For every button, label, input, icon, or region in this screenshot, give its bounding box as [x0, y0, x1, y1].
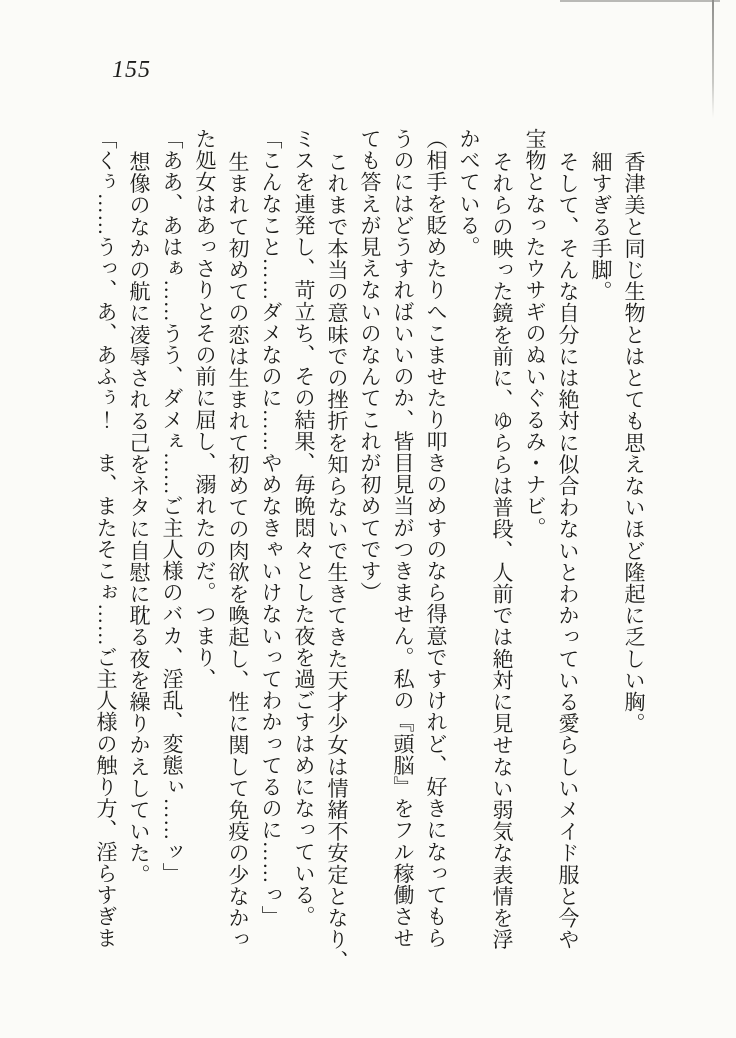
text-line: 「ああ、あはぁ……うう、ダメぇ……ご主人様のバカ、淫乱、変態ぃ……ッ」: [160, 128, 184, 884]
text-line: ても答えが見えないのなんてこれが初めてです）: [358, 128, 382, 604]
text-line: それらの映った鏡を前に、ゆららは普段、人前では絶対に見せない弱気な表情を浮: [490, 151, 514, 951]
text-line: そして、そんな自分には絶対に似合わないとわかっている愛らしいメイド服と今や: [556, 151, 580, 951]
text-line: 「こんなこと……ダメなのに……やめなきゃいけないってわかってるのに……っ」: [259, 128, 283, 928]
text-line: かべている。: [457, 128, 481, 258]
text-line: うのにはどうすればいいのか、皆目見当がつきません。私の『頭脳』をフル稼働させ: [391, 128, 415, 949]
text-line: （相手を貶めたりへこませたり叩きのめすのなら得意ですけれど、好きになってもら: [424, 128, 448, 949]
text-line: 想像のなかの航に凌辱される己をネタに自慰に耽る夜を繰りかえしていた。: [127, 151, 151, 886]
text-line: 「くぅ……うっ、あ、あふぅ！ ま、またそこぉ……ご主人様の触り方、淫らすぎま: [94, 128, 118, 949]
text-line: 香津美と同じ生物とはとても思えないほど隆起に乏しい胸。: [622, 151, 646, 735]
scan-artifact-right-edge: [712, 0, 714, 118]
text-line: これまで本当の意味での挫折を知らないで生きてきた天才少女は情緒不安定となり、: [325, 151, 349, 972]
text-line: ミスを連発し、苛立ち、その結果、毎晩悶々とした夜を過ごすはめになっている。: [292, 128, 316, 928]
text-line: 細すぎる手脚。: [589, 151, 613, 303]
page-number: 155: [112, 57, 151, 83]
scan-artifact-top-edge: [560, 0, 720, 2]
page-text-block: [89, 128, 650, 978]
text-line: 宝物となったウサギのぬいぐるみ・ナビ。: [523, 128, 547, 539]
text-line: た処女はあっさりとその前に屈し、溺れたのだ。つまり、: [193, 128, 217, 690]
text-line: 生まれて初めての恋は生まれて初めての肉欲を喚起し、性に関して免疫の少なかっ: [226, 151, 250, 951]
